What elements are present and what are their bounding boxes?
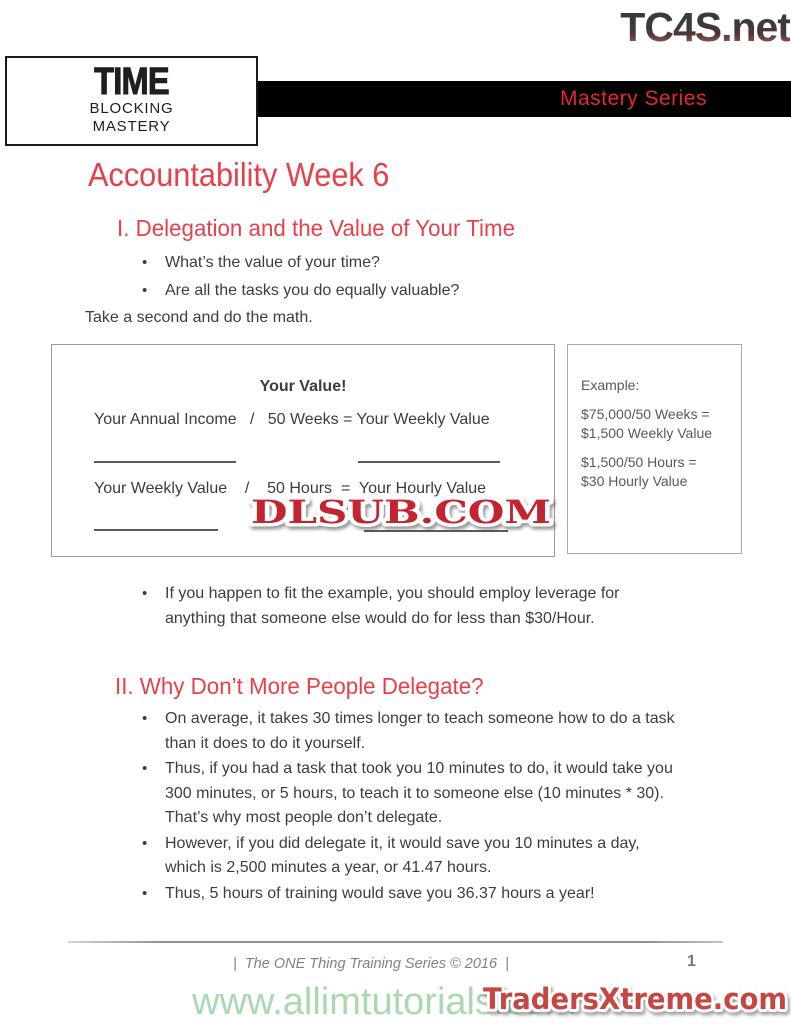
list-item [142,832,782,881]
example-hourly-calc: $1,500/50 Hours = $30 Hourly Value [581,454,697,489]
logo-word-mastery: MASTERY [92,118,171,135]
value-box-title: Your Value! [259,378,347,395]
example-box [567,344,742,554]
tradersxtreme-watermark-text: TradersXtreme.com [483,982,787,1016]
footer-divider [68,941,723,943]
page-number: 1 [687,953,696,970]
section-1-heading: I. Delegation and the Value of Your Time [117,215,516,241]
header-banner [252,81,791,117]
list-item [142,251,762,276]
tc4s-watermark: TC4S.net [594,5,790,49]
time-blocking-mastery-logo [5,56,258,146]
list-item [142,707,782,756]
intro-line: Take a second and do the math. [85,309,313,326]
banner-series-label: Mastery Series [559,87,707,110]
page-title: Accountability Week 6 [88,156,390,193]
bullet-text: • On average, it takes 30 times longer to teach someone how to do a task than it does to do it yourself. [165,710,675,752]
leverage-bullet-list [142,582,772,631]
tradersxtreme-watermark [477,975,791,1023]
allimtutorials-watermark: www.allimtutorials.com [192,981,577,1023]
list-item [142,757,782,831]
list-item [142,582,772,631]
list-item [142,882,782,907]
dlsub-watermark-text: DLSUB.COM [251,493,551,531]
bullet-text: • Thus, 5 hours of training would save you 36.37 hours a year! [165,884,595,902]
section-1-bullet-list [142,251,762,306]
bullet-text: • Are all the tasks you do equally valuable? [165,281,460,299]
list-item [142,279,762,304]
value-formula-weekly: Your Annual Income / 50 Weeks = Your Weekly Value [94,411,490,428]
dlsub-watermark [242,484,560,536]
fill-in-blank-line [94,529,218,531]
fill-in-blank-line [94,461,236,463]
logo-word-time: TIME [94,61,169,103]
logo-word-blocking: BLOCKING [89,100,174,117]
bullet-text: • What’s the value of your time? [165,254,380,271]
bullet-text: • If you happen to fit the example, you should employ leverage for anything that someone else would do for less than $30/Hour. [165,585,620,627]
example-weekly-calc: $75,000/50 Weeks = $1,500 Weekly Value [581,406,713,441]
value-formula-hourly: Your Weekly Value / 50 Hours = Your Hourly Value [94,480,487,497]
fill-in-blank-line [358,461,500,463]
section-2-heading: II. Why Don’t More People Delegate? [115,673,484,699]
bullet-text: • Thus, if you had a task that took you 10 minutes to do, it would take you 300 minutes, or 5 hours, to teach it to someone else (10 minutes * 30). That’s why most people don’t delegate. [165,760,673,826]
example-label: Example: [581,377,640,393]
bullet-text: • However, if you did delegate it, it would save you 10 minutes a day, which is 2,500 minutes a year, or 41.47 hours. [165,834,640,876]
section-2-bullet-list [142,707,782,907]
footer-credit: | The ONE Thing Training Series © 2016 | [233,956,509,972]
